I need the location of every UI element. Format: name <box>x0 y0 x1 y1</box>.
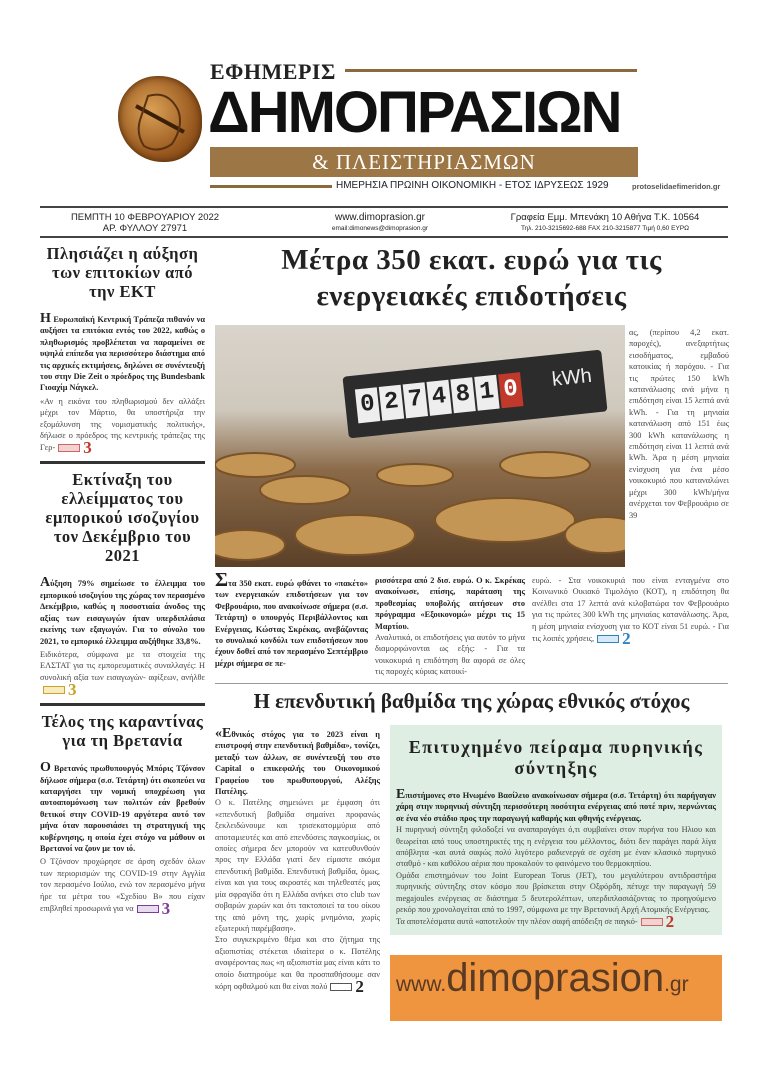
masthead-tagline: ΗΜΕΡΗΣΙΑ ΠΡΩΙΝΗ ΟΙΚΟΝΟΜΙΚΗ - ΕΤΟΣ ΙΔΡΥΣΕΩΣ 1929 <box>336 180 609 191</box>
lead-col-1: Στα 350 εκατ. ευρώ φθάνει το «πακέτο» των ενεργειακών επιδοτήσεων για τον Φεβρουάριο, που ανακοίνωσε σήμερα (σ.σ. Τετάρτη) ο υπουργός Περιβάλλοντος και Ενέργειας, Κώστας Σκρέκας, ανεβάζοντας το συνολικό κονδύλι των επιδοτήσεων που έχουν δοθεί από τον περασμένο Σεπτέμβριο μέχρι σήμερα σε πε- <box>215 569 368 668</box>
masthead-subtitle: & ΠΛΕΙΣΤΗΡΙΑΣΜΩΝ <box>210 147 638 177</box>
second-article: «Εθνικός στόχος για το 2023 είναι η επιστροφή στην επενδυτική βαθμίδα», τονίζει, μεταξύ των άλλων, σε συνέντευξή του στο Capital ο επικεφαλής του Οικονομικού Γραφείου του πρωθυπουργού, Αλέξης Πατέλης. Ο κ. Πατέλης σημειώνει με έμφαση ότι «επενδυτική βαθμίδα σημαίνει προφανώς ξεκλειδώνουμε και τρισεκατομμύρια από αποταμιευτές και από επενδύσεις παγκοσμίως, οι οποίες σήμερα δεν μπορούν να κατευθυνθούν προς την Ελλάδα γιατί δεν είμαστε ακόμα επενδυτική βαθμίδα. Επενδυτική βαθμίδα, όμως, είναι και για τους ακροατές και τηλεθεατές μας μία σφραγίδα ότι η Ελλάδα ανήκει στο club των σοβαρών χωρών και ότι τακτοποιεί τα του οίκου της από μόνη της, χωρίς μνημόνια, χωρίς εξωτερική παρέμβαση». Στο συγκεκριμένο θέμα και στο ζήτημα της αξιοπιστίας στέκεται ιδιαίτερα ο κ. Πατέλης αναφέροντας πως «η αξιοπιστία μας είναι κάτι το οποίο διατηρούμε και θα προσπαθήσουμε σαν κόρη οφθαλμού και θα είναι πολύ 2 <box>215 726 380 996</box>
article-text: Ο κ. Πατέλης σημειώνει με έμφαση ότι «επενδυτική βαθμίδα σημαίνει προφανώς ξεκλειδώνουμε και τρισεκατομμύρια από αποταμιευτές και από επενδύσεις παγκοσμίως, οι οποίες σήμερα δεν μπορούν να κατευθυνθούν προς την Ελλάδα γιατί δεν είμαστε ακόμα επενδυτική βαθμίδα. Επενδυτική βαθμίδα, όμως, είναι και για τους ακροατές και τηλεθεατές μας μία σφραγίδα ότι η Ελλάδα ανήκει στο club των σοβαρών χωρών και ότι τακτοποιεί τα του οίκου της από μόνη της, χωρίς μνημόνια, χωρίς εξωτερική παρέμβαση». <box>215 798 380 933</box>
article-text: Ο Βρετανός πρωθυπουργός Μπόρις Τζόνσον δήλωσε σήμερα (σ.σ. Τετάρτη) ότι σκοπεύει να καταργήσει την νομική υποχρέωση για αυτοαπομόνωση των πολιτών εάν βρεθούν θετικοί στην COVID-19 αργότερα αυτό τον μήνα όταν παρουσιάσει τη στρατηγική της κυβέρνησης, η οποία έχει στόχο να μάθουν οι Βρετανοί να ζουν με τον ιό. <box>40 760 205 853</box>
page-number[interactable]: 3 <box>161 899 171 918</box>
coins-icon <box>215 435 625 567</box>
divider <box>215 683 728 684</box>
meter-digit: 4 <box>426 380 451 416</box>
left-column <box>40 244 205 916</box>
meter-digit: 2 <box>379 385 404 421</box>
left-article-trade <box>40 470 205 700</box>
masthead-top: ΕΦΗΜΕΡΙΣ <box>210 59 336 84</box>
lead-photo <box>215 325 625 567</box>
article-text: Ειδικότερα, σύμφωνα με τα στοιχεία της ΕΛΣΤΑΤ για τις εμπορευματικές συναλλαγές: Η συνολική αξία των εισαγωγών- αφίξεων, ανήλθε3 <box>40 649 205 700</box>
meter-digit: 1 <box>474 375 499 411</box>
article-text: Αύξηση 79% σημείωσε το έλλειμμα του εμπορικού ισοζυγίου της χώρας τον περασμένο Δεκέμβριο, καθώς η ποσοστιαία άνοδος της αξίας των εισαγωγών ήταν υπερδιπλάσια εκείνης των εξαγωγών. Για το σύνολο του 2021, το εμπορικό έλλειμμα αυξήθηκε 33,8%. <box>40 575 205 646</box>
issue-info <box>50 212 240 234</box>
article-headline: Εκτίναξη του ελλείμματος του εμπορικού ισοζυγίου τον Δεκέμβριο του 2021 <box>45 470 200 566</box>
page-number[interactable]: 2 <box>665 912 675 932</box>
coin-logo-icon <box>118 76 202 162</box>
article-text: Επιστήμονες στο Ηνωμένο Βασίλειο ανακοίνωσαν σήμερα (σ.σ. Τετάρτη) ότι παρήγαγαν χάρη στην πυρηνική σύντηξη περισσότερη ποσότητα ενέργειας από ποτέ πριν, περνώντας σε ένα νέο στάδιο προς την παραγωγή καθαρής και φθηνής ενέργειας. Η πυρηνική σύντηξη φιλοδοξεί να αναπαραγάγει ό,τι συμβαίνει στον πυρήνα του Ηλιου και θεωρείται από τους υποστηρικτές της η ενέργεια του μέλλοντος, διότι δεν παράγει παρά λίγα απόβλητα -και αυτά σαφώς πολύ λιγότερο ραδιενεργά σε σχέση με έναν κλασικό πυρηνικό σταθμό - και καθόλου αέρια που προκαλούν το φαινόμενο του θερμοκηπίου. Ομάδα επιστημόνων του Joint European Torus (JET), του μεγαλύτερου αντιδραστήρα πυρηνικής σύντηξης στον κόσμο που βρίσκεται στην Οξφόρδη, πέτυχε την παραγωγή 59 megajoules ενέργειας σε διάστημα 5 δευτερολέπτων, υπερδιπλασιάζοντας το προηγούμενο ρεκόρ που χρονολογείται από το 1997, σύμφωνα με την Βρετανική Αρχή Ατομικής Ενέργειας. Τα αποτελέσματα αυτά «αποτελούν την πλέον σαφή απόδειξη σε παγκό- 2 <box>396 787 716 932</box>
page-number[interactable]: 2 <box>355 976 364 996</box>
divider <box>40 461 205 464</box>
meter-digit: 8 <box>450 377 475 413</box>
contact-line: Τηλ. 210-3215692-688 FAX 210-3215877 Τιμή 0,60 ΕΥΡΩ <box>521 225 689 232</box>
article-headline: Πλησιάζει η αύξηση των επιτοκίων από την ΕΚΤ <box>46 244 199 301</box>
article-text: Στο συγκεκριμένο θέμα και στο ζήτημα της αξιοπιστίας στέκεται ιδιαίτερα ο κ. Πατέλης αναφέροντας πως «η αξιοπιστία μας είναι κάτι το οποίο διατηρούμε και θα προσπαθήσουμε σαν κόρη οφθαλμού και θα είναι πολύ <box>215 935 380 991</box>
lead-col-2: ρισσότερα από 2 δισ. ευρώ. Ο κ. Σκρέκας ανακοίνωσε, επίσης, παράταση της προθεσμίας υποβολής αιτήσεων στο πρόγραμμα «Εξοικονομώ» μέχρι τις 15 Μαρτίου. Αναλυτικά, οι επιδοτήσεις για αυτόν το μήνα διαμορφώνονται ως εξής: - Για τα νοικοκυριά η επιδότηση θα αφορά σε όλες τις παροχές κύριας κατοικί- <box>375 576 525 677</box>
website-ad-banner[interactable]: www.dimoprasion.gr <box>390 955 722 1021</box>
meter-digit: 0 <box>498 372 523 408</box>
article-text: Η Ευρωπαϊκή Κεντρική Τράπεζα πιθανόν να αυξήσει τα επιτόκια εντός του 2022, καθώς ο πληθωρισμός προβλέπεται να παραμείνει σε υψηλά επίπεδα για περισσότερο διάστημα από τις αρχικές εκτιμήσεις, δηλώνει σε συνέντευξή του στην Die Zeit ο πρόεδρος της Bundesbank Γιοαχίμ Νάγκελ. <box>40 311 205 393</box>
article-headline: Τέλος της καραντίνας για τη Βρετανία <box>41 712 204 751</box>
website-link[interactable]: www.dimoprasion.gr <box>334 212 426 223</box>
email-link[interactable]: email:dimonews@dimoprasion.gr <box>331 225 429 232</box>
issue-number: ΑΡ. ΦΥΛΛΟΥ 27971 <box>102 223 188 234</box>
divider <box>40 703 205 706</box>
page-ref-icon <box>43 686 65 694</box>
left-article-uk <box>40 712 205 916</box>
meter-unit: kWh <box>550 364 593 391</box>
page-ref-icon <box>597 635 619 643</box>
lead-col-3: ευρώ. - Στα νοικοκυριά που είναι ενταγμένα στο Κοινωνικό Οικιακό Τιμολόγιο (ΚΟΤ), η επιδότηση θα ανέλθει στα 17 λεπτά ανά κιλοβατώρα τον Φεβρουάριο για τις πρώτες 300 kWh της μηνιαίας κατανάλωσης. Άρα, η μέση μηνιαία ενίσχυση για το ΚΟΤ είναι 51 ευρώ. - Για τις λοιπές χρήσεις, 2 <box>532 576 729 649</box>
lead-headline: Μέτρα 350 εκατ. ευρώ για τις ενεργειακές επιδοτήσεις <box>281 244 662 312</box>
page-number[interactable]: 3 <box>83 438 92 458</box>
article-text: Αναλυτικά, οι επιδοτήσεις για αυτόν το μήνα διαμορφώνονται ως εξής: - Για τα νοικοκυριά η επιδότηση θα αφορά σε όλες τις παροχές κύριας κατοικί- <box>375 633 525 677</box>
article-text: Ο Τζόνσον προχώρησε σε άρση σχεδόν όλων των περιορισμών της COVID-19 στην Αγγλία τον περασμένο Ιούλιο, ενώ τον περασμένο μήνα ήρε τα μέτρα του «Σχεδίου Β» που είχαν επιβληθεί προσωρινά για να 3 <box>40 857 205 918</box>
divider <box>40 206 728 208</box>
issue-date: ΠΕΜΠΤΗ 10 ΦΕΒΡΟΥΑΡΙΟΥ 2022 <box>70 212 220 223</box>
left-article-ecb <box>40 244 205 458</box>
web-info <box>300 212 460 234</box>
meter-digit: 7 <box>403 382 428 418</box>
article-text: «Αν η εικόνα του πληθωρισμού δεν αλλάξει μέχρι τον Μάρτιο, θα υποστήριζα την εξομάλυνση της νομισματικής πολιτικής», δήλωσε ο πρόεδρος της κεντρικής τράπεζας της Γερ- 3 <box>40 396 205 458</box>
page-ref-icon <box>641 918 663 926</box>
second-headline: Η επενδυτική βαθμίδα της χώρας εθνικός στόχος <box>253 689 690 713</box>
masthead-title: ΔΗΜΟΠΡΑΣΙΩΝ <box>208 80 621 145</box>
page-ref-icon <box>58 444 80 452</box>
fusion-headline: Επιτυχημένο πείραμα πυρηνικής σύντηξης <box>408 737 704 778</box>
fusion-article-box <box>390 725 722 935</box>
divider <box>40 236 728 238</box>
page-number[interactable]: 2 <box>622 629 631 649</box>
office-info <box>470 212 740 234</box>
page-ref-icon <box>330 983 352 991</box>
office-address: Γραφεία Εμμ. Μπενάκη 10 Αθήνα Τ.Κ. 10564 <box>510 212 700 223</box>
tagline-rule <box>210 185 332 188</box>
lead-side-text: ας, (περίπου 4,2 εκατ. παροχές), ανεξαρτήτως εισοδήματος, εμβαδού κατοικίας ή παρόχου. - Για τις πρώτες 150 kWh κατανάλωσης ανά μήνα η επιδότηση είναι 15 λεπτά ανά kWh. - Για τη μηνιαία κατανάλωση από 151 έως 300 kWh κατανάλωσης η επιδότηση είναι 11 λεπτά ανά kWh. Άρα η μέση μηνιαία ενίσχυση για ένα μέσο νοικοκυριό που καταναλώνει μέχρι 300 kWh/μήνα ανέρχεται τον Φεβρουάριο σε 39 <box>629 328 729 520</box>
meter-digit: 0 <box>355 387 380 423</box>
page-ref-icon <box>137 905 159 913</box>
watermark: protoselidaefimeridon.gr <box>632 182 721 191</box>
electricity-meter <box>342 350 607 439</box>
page-number[interactable]: 3 <box>68 680 77 700</box>
masthead-rule <box>345 69 637 72</box>
